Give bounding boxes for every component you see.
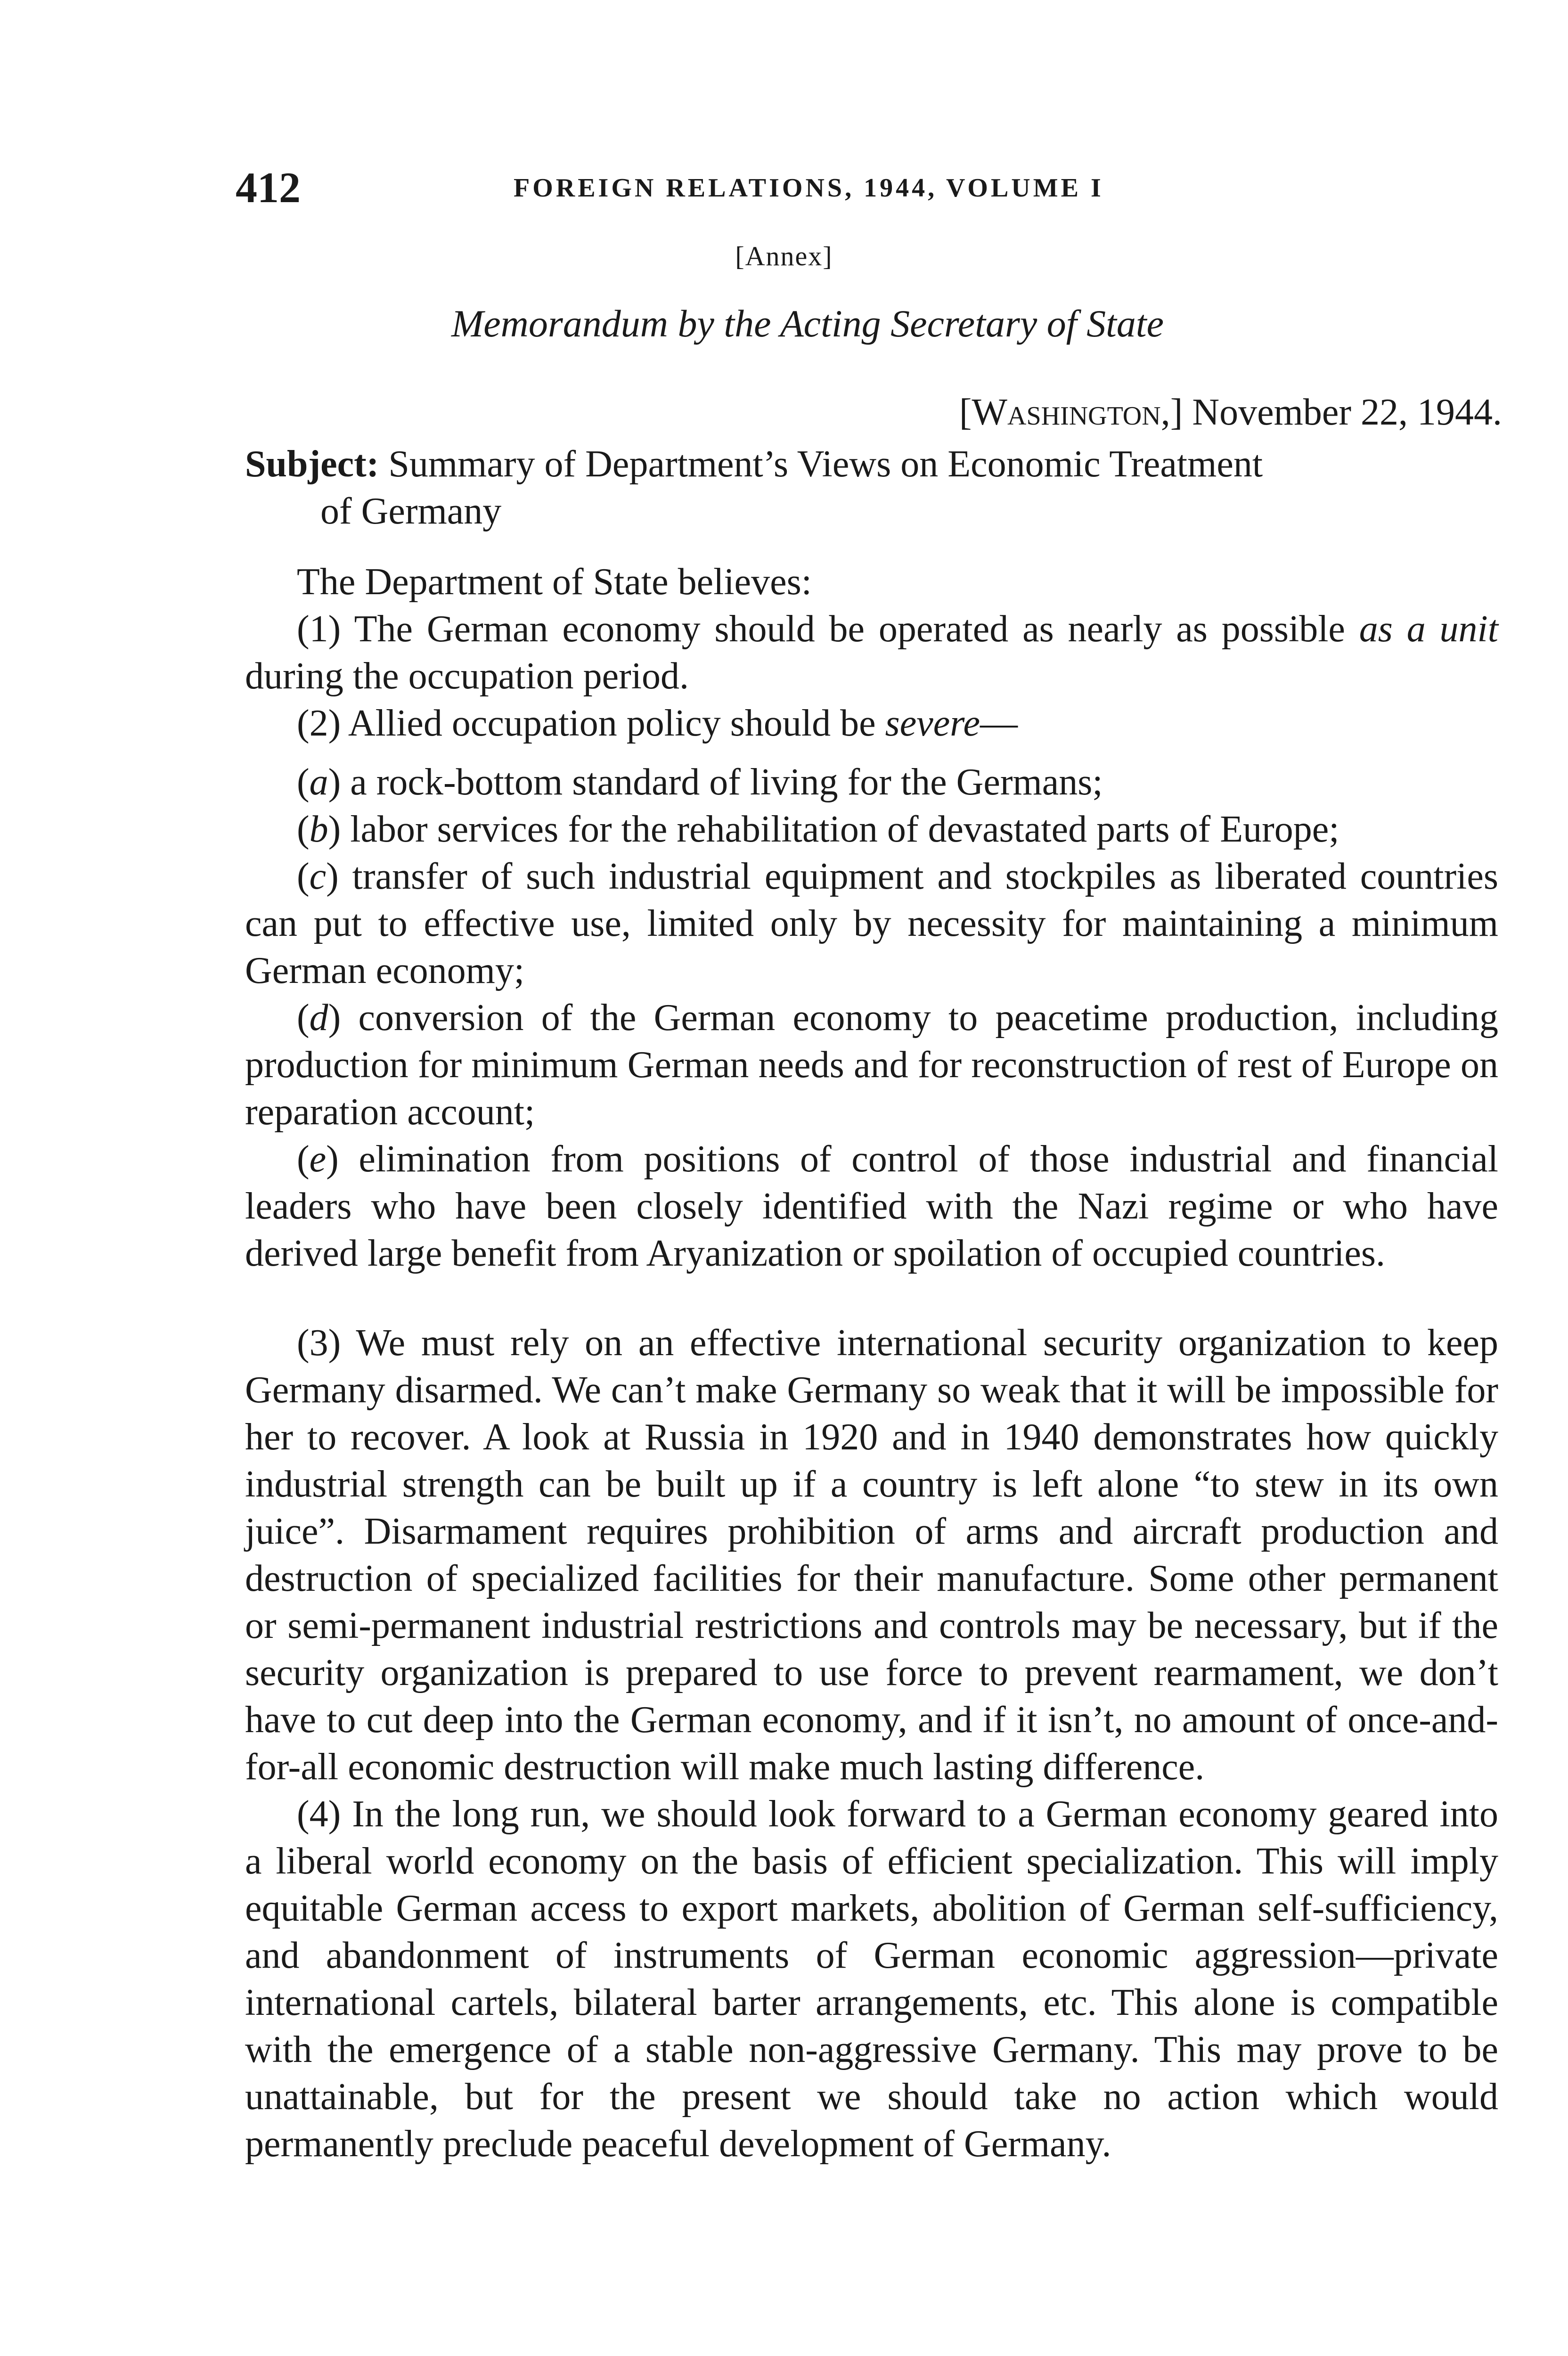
point-2-emphasis: severe	[885, 703, 980, 744]
point-4: (4) In the long run, we should look forward to a German economy geared into a liberal world economy on the basis of efficient specialization. This will imply equitable German access to export markets, abolition of German self-sufficiency, and abandonment of instruments of German economic aggression—private international cartels, bilateral barter arrangements, etc. This alone is compatible with the emergence of a stable non-aggressive Germany. This may prove to be unattainable, but for the present we should take no action which would permanently preclude peaceful development of Germany.	[245, 1793, 1498, 2165]
subpoint-c: (c) transfer of such industrial equipment and stockpiles as liberated countries can put to effective use, limited only by necessity for maintaining a minimum German economy;	[245, 856, 1498, 991]
subpoint-d-text: conversion of the German economy to peacetime production, including production for minimum German needs and for reconstruction of rest of Europe on reparation account;	[245, 997, 1498, 1133]
points-3-4	[245, 1319, 1498, 2168]
subpoint-a: (a) a rock-bottom standard of living for the Germans;	[297, 761, 1103, 803]
subpoint-c-text: transfer of such industrial equipment and stockpiles as liberated countries can put to effective use, limited only by necessity for maintaining a minimum German economy;	[245, 856, 1498, 991]
subpoint-b-text: labor services for the rehabilitation of devastated parts of Europe;	[341, 809, 1339, 850]
subpoint-e-text: elimination from positions of control of those industrial and financial leaders who have been closely identified with the Nazi regime or who have derived large benefit from Aryanization or spoilation of occupied countries.	[245, 1138, 1498, 1274]
point-2-end: —	[980, 703, 1018, 744]
running-head: FOREIGN RELATIONS, 1944, VOLUME I	[514, 173, 1104, 203]
subpoint-d-letter: d	[309, 997, 328, 1039]
subpoint-a-text: a rock-bottom standard of living for the Germans;	[341, 761, 1103, 803]
main-points	[245, 558, 1498, 747]
point-1-end: during the occupation period.	[245, 655, 689, 697]
page-number: 412	[236, 164, 301, 212]
subject-label: Subject:	[245, 443, 379, 485]
subpoint-b: (b) labor services for the rehabilitation of devastated parts of Europe;	[297, 809, 1339, 850]
subject-text-line1: Summary of Department’s Views on Economic Treatment	[379, 443, 1263, 485]
dateline-date: November 22, 1944.	[1183, 392, 1502, 433]
intro-paragraph: The Department of State believes:	[297, 561, 812, 603]
point-2-text: (2) Allied occupation policy should be	[297, 703, 885, 744]
point-2	[245, 700, 1498, 747]
memo-title: Memorandum by the Acting Secretary of State	[451, 302, 1164, 345]
subpoints-list	[245, 759, 1498, 1277]
subject-line	[245, 441, 1498, 535]
subpoint-c-letter: c	[309, 856, 327, 897]
page-header	[236, 163, 1555, 214]
point-1-emphasis: as a unit	[1359, 608, 1498, 650]
point-1-text: (1) The German economy should be operated as nearly as possible	[297, 608, 1359, 650]
annex-label: [Annex]	[735, 241, 833, 271]
subpoint-e: (e) elimination from positions of control of those industrial and financial leaders who have been closely identified with the Nazi regime or who have derived large benefit from Aryanization or spoilation of occupied countries.	[245, 1138, 1498, 1274]
subpoint-b-letter: b	[309, 809, 328, 850]
dateline	[959, 391, 1502, 434]
dateline-bracket-open: [	[959, 392, 972, 433]
subject-text-line2: of Germany	[320, 491, 502, 532]
subpoint-d: (d) conversion of the German economy to peacetime production, including production for minimum German needs and for reconstruction of rest of Europe on reparation account;	[245, 997, 1498, 1133]
point-1	[245, 605, 1498, 700]
point-3: (3) We must rely on an effective international security organization to keep Germany disarmed. We can’t make Germany so weak that it will be impossible for her to recover. A look at Russia in 1920 and in 1940 demonstrates how quickly industrial strength can be built up if a country is left alone “to stew in its own juice”. Disarmament requires prohibition of arms and aircraft production and destruction of specialized facilities for their manufacture. Some other permanent or semi-permanent industrial restrictions and controls may be necessary, but if the security organization is prepared to use force to prevent rearmament, we don’t have to cut deep into the German economy, and if it isn’t, no amount of once-and-for-all economic destruction will make much lasting difference.	[245, 1322, 1498, 1788]
dateline-bracket-close: ]	[1170, 392, 1183, 433]
subpoint-a-letter: a	[309, 761, 328, 803]
dateline-place: Washington,	[972, 392, 1170, 433]
subpoint-e-letter: e	[309, 1138, 327, 1180]
